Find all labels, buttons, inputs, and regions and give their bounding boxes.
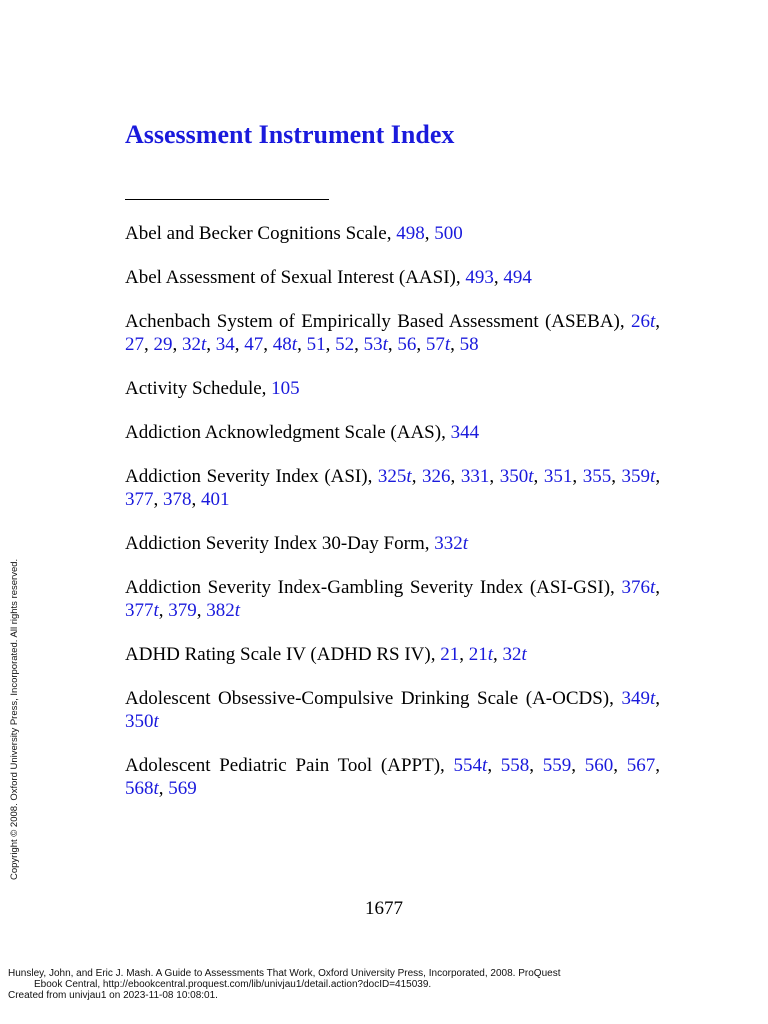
index-title: Assessment Instrument Index <box>125 120 455 149</box>
page-reference-link[interactable]: 554t <box>453 755 488 776</box>
page-reference-link[interactable]: 53t <box>363 334 388 355</box>
index-entry-label: Abel and Becker Cognitions Scale, <box>125 223 397 244</box>
page-reference-link[interactable]: 350t <box>125 711 159 732</box>
page-reference-link[interactable]: 567 <box>626 755 656 776</box>
page-reference-link[interactable]: 568t <box>125 778 159 799</box>
citation-line-3: Created from univjau1 on 2023-11-08 10:08:01. <box>8 990 218 1001</box>
index-entry-label: Addiction Severity Index-Gambling Severity Index (ASI-GSI), <box>125 577 622 598</box>
page-reference-link[interactable]: 355 <box>582 466 612 487</box>
title-rule-divider <box>125 199 329 200</box>
index-entry: Addiction Severity Index-Gambling Severity Index (ASI-GSI), 376t, 377t, 379, 382t <box>125 577 660 621</box>
page-reference-link[interactable]: 32t <box>502 644 527 665</box>
page-reference-link[interactable]: 331 <box>460 466 490 487</box>
index-entry: Abel and Becker Cognitions Scale, 498, 500 <box>125 223 463 244</box>
index-entry <box>125 421 660 444</box>
page-reference-link[interactable]: 350t <box>499 466 534 487</box>
page-reference-link[interactable]: 58 <box>459 334 479 355</box>
citation-line-1: Hunsley, John, and Eric J. Mash. A Guide to Assessments That Work, Oxford University Press, Incorporated, 2008. ProQuest <box>8 968 561 979</box>
page-reference-link[interactable]: 494 <box>503 267 532 288</box>
page-reference-link[interactable]: 34 <box>215 334 235 355</box>
page-reference-link[interactable]: 26t <box>630 311 656 332</box>
page-reference-link[interactable]: 401 <box>201 489 230 510</box>
page-reference-link[interactable]: 379 <box>168 600 197 621</box>
page-reference-link[interactable]: 48t <box>272 334 298 355</box>
page-reference-link[interactable]: 332t <box>434 533 469 554</box>
page-reference-link[interactable]: 500 <box>434 223 463 244</box>
index-entry-label: Adolescent Obsessive-Compulsive Drinking Scale (A-OCDS), <box>125 688 622 709</box>
page-reference-link[interactable]: 351 <box>543 466 573 487</box>
index-entry: Abel Assessment of Sexual Interest (AASI), 493, 494 <box>125 267 532 288</box>
page-number: 1677 <box>365 898 403 919</box>
index-entry-label: Adolescent Pediatric Pain Tool (APPT), <box>125 755 454 776</box>
page-reference-link[interactable]: 29 <box>153 334 173 355</box>
page-reference-link[interactable]: 498 <box>396 223 425 244</box>
page-reference-link[interactable]: 493 <box>465 267 494 288</box>
index-entries-list <box>125 222 660 821</box>
page-reference-link[interactable]: 378 <box>163 489 192 510</box>
page-reference-link[interactable]: 559 <box>542 755 572 776</box>
index-entry-label: Achenbach System of Empirically Based Assessment (ASEBA), <box>125 311 631 332</box>
index-entry-label: ADHD Rating Scale IV (ADHD RS IV), <box>125 644 441 665</box>
page-reference-link[interactable]: 47 <box>244 334 264 355</box>
page-reference-link[interactable]: 51 <box>306 334 326 355</box>
index-entry: Addiction Severity Index (ASI), 325t, 326, 331, 350t, 351, 355, 359t, 377, 378, 401 <box>125 466 661 510</box>
citation-line-2: Ebook Central, http://ebookcentral.proquest.com/lib/univjau1/detail.action?docID=415039. <box>34 979 432 990</box>
index-entry-label: Addiction Severity Index (ASI), <box>125 466 378 487</box>
page-reference-link[interactable]: 349t <box>621 688 656 709</box>
index-entry: Adolescent Pediatric Pain Tool (APPT), 554t, 558, 559, 560, 567, 568t, 569 <box>125 755 660 799</box>
copyright-notice: Copyright © 2008. Oxford University Press, Incorporated. All rights reserved. <box>9 558 20 880</box>
index-entry: Achenbach System of Empirically Based Assessment (ASEBA), 26t, 27, 29, 32t, 34, 47, 48t, 51, 52, 53t, 56, 57t, 58 <box>125 311 660 355</box>
index-entry-label: Abel Assessment of Sexual Interest (AASI), <box>125 267 466 288</box>
page-reference-link[interactable]: 569 <box>168 778 197 799</box>
page-reference-link[interactable]: 344 <box>450 422 480 443</box>
page-reference-link[interactable]: 326 <box>422 466 451 487</box>
index-entry-label: Addiction Severity Index 30-Day Form, <box>125 533 435 554</box>
page-reference-link[interactable]: 377t <box>125 600 159 621</box>
page-reference-link[interactable]: 105 <box>271 378 300 399</box>
index-entry-label: Addiction Acknowledgment Scale (AAS), <box>125 422 451 443</box>
page-reference-link[interactable]: 325t <box>377 466 412 487</box>
index-entry-label: Activity Schedule, <box>125 378 272 399</box>
page-reference-link[interactable]: 359t <box>621 466 656 487</box>
page-reference-link[interactable]: 57t <box>425 334 451 355</box>
page-reference-link[interactable]: 56 <box>397 334 417 355</box>
page-reference-link[interactable]: 21t <box>468 644 494 665</box>
page-reference-link[interactable]: 382t <box>206 600 241 621</box>
page-reference-link[interactable]: 560 <box>584 755 614 776</box>
page-reference-link[interactable]: 377 <box>125 489 154 510</box>
page-reference-link[interactable]: 21 <box>440 644 460 665</box>
page-reference-link[interactable]: 27 <box>125 334 144 355</box>
index-entry <box>125 377 660 400</box>
page-reference-link[interactable]: 32t <box>182 334 207 355</box>
index-entry: Adolescent Obsessive-Compulsive Drinking Scale (A-OCDS), 349t, 350t <box>125 688 660 732</box>
page-reference-link[interactable]: 52 <box>335 334 355 355</box>
page-reference-link[interactable]: 376t <box>621 577 656 598</box>
page-reference-link[interactable]: 558 <box>500 755 530 776</box>
index-entry: ADHD Rating Scale IV (ADHD RS IV), 21, 21t, 32t <box>125 644 527 665</box>
citation-footer <box>8 968 728 1001</box>
index-entry <box>125 532 660 555</box>
